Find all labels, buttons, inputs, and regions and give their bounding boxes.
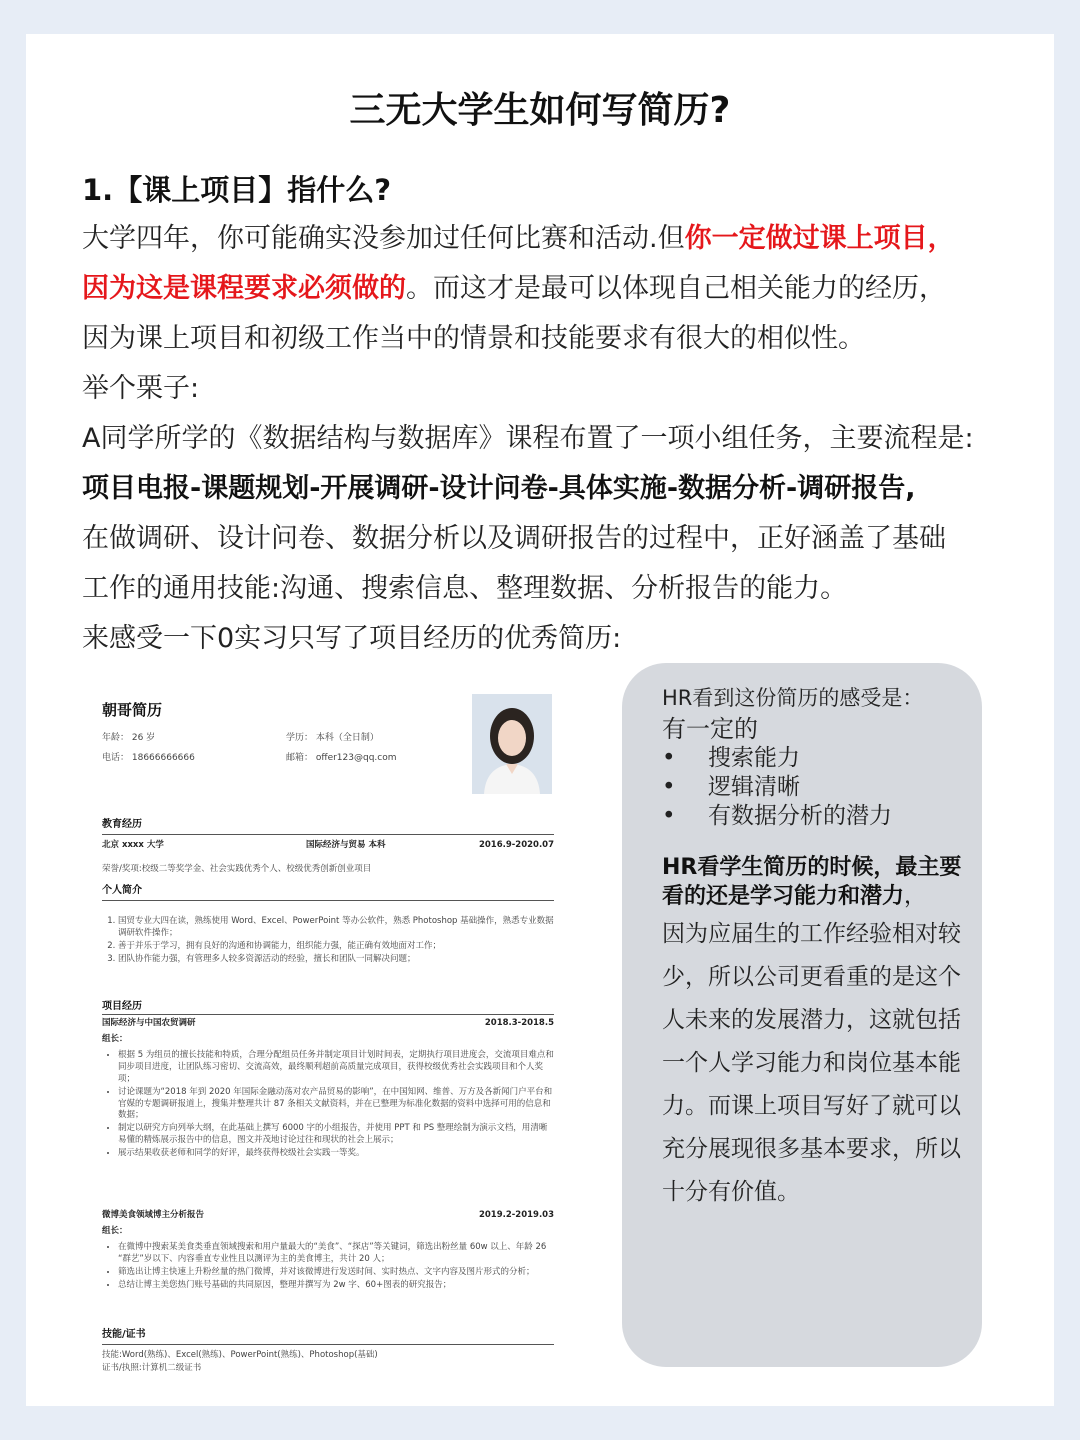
text-line: A同学所学的《数据结构与数据库》课程布置了一项小组任务，主要流程是:: [82, 423, 974, 454]
resume-phone: 电话： 18666666666: [102, 753, 195, 763]
highlight-red: 因为这是课程要求必须做的: [82, 273, 406, 304]
project-2-list: [102, 1242, 554, 1293]
project-2-role: 组长：: [102, 1226, 128, 1236]
resume-section-title: 教育经历: [102, 819, 142, 830]
text-line: 来感受一下0实习只写了项目经历的优秀简历:: [82, 623, 622, 654]
text-line: 因为这是课程要求必须做的。而这才是最可以体现自己相关能力的经历，: [82, 273, 946, 304]
portrait-icon: [472, 694, 552, 794]
edu-major: 国际经济与贸易 本科: [306, 840, 386, 850]
edu-row: [102, 840, 554, 852]
edu-school: 北京 xxxx 大学: [102, 840, 164, 850]
project-2-header: [102, 1210, 554, 1222]
project-2-date: 2019.2-2019.03: [478, 1210, 554, 1220]
text-line: 工作的通用技能:沟通、搜索信息、整理数据、分析报告的能力。: [82, 573, 848, 604]
project-1-role: 组长：: [102, 1034, 128, 1044]
text-line: 在做调研、设计问卷、数据分析以及调研报告的过程中，正好涵盖了基础: [82, 523, 946, 554]
page-card: [26, 34, 1054, 1406]
project-bullet: • 展示结果收获老师和同学的好评，最终获得校级社会实践一等奖。: [118, 1148, 554, 1160]
resume-photo: [472, 694, 552, 794]
resume-section-title: 项目经历: [102, 1001, 142, 1012]
resume-email: 邮箱： offer123@qq.com: [286, 753, 397, 763]
project-1-date: 2018.3-2018.5: [484, 1018, 554, 1028]
cert-line: 证书/执照:计算机二级证书: [102, 1363, 202, 1373]
edu-date: 2016.9-2020.07: [478, 840, 554, 850]
resume-sample: [96, 688, 576, 1378]
ability-item: • 搜索能力: [662, 744, 962, 773]
project-2-name: 微博美食领域博主分析报告: [102, 1210, 205, 1220]
text-line: 举个栗子:: [82, 373, 200, 404]
hr-comment-card: [622, 663, 982, 1367]
intro-item: 2. 善于并乐于学习，拥有良好的沟通和协调能力，组织能力强，能正确有效地面对工作；: [118, 941, 554, 953]
project-1-header: [102, 1018, 554, 1030]
edu-awards: 荣誉/奖项:校级二等奖学金、社会实践优秀个人、校级优秀创新创业项目: [102, 864, 372, 874]
project-bullet: • 筛选出让博主快速上升粉丝量的热门微博，并对该微博进行发送时间、实时热点、文字内容及图片形式的分析；: [118, 1267, 554, 1279]
project-1-items: [102, 1050, 554, 1160]
page-title: 三无大学生如何写简历?: [349, 90, 731, 131]
text-line: 大学四年，你可能确实没参加过任何比赛和活动.但你一定做过课上项目，: [82, 223, 955, 254]
project-bullet: • 在微博中搜索某美食类垂直领域搜索和用户量最大的“美食”、“探店”等关键词，筛选出粉丝量 60w 以上、年龄 26 “群艺”岁以下、内容垂直专业性且以测评为主的美食博主，共计 20 人；: [118, 1242, 554, 1266]
resume-section-title: 技能/证书: [102, 1329, 146, 1340]
divider: [102, 900, 554, 901]
project-bullet: • 讨论课题为“2018 年到 2020 年国际金融动荡对农产品贸易的影响”，在中国知网、维普、万方及各新闻门户平台和官媒的专题调研报道上，搜集并整理共计 87 条相关文献资料，并在已整理为标准化数据的资料中选择可用的信息和数据；: [118, 1087, 554, 1123]
intro-list: [102, 916, 554, 967]
divider: [102, 834, 554, 835]
text-line: 因为课上项目和初级工作当中的情景和技能要求有很大的相似性。: [82, 323, 865, 354]
section-heading: 1.【课上项目】指什么?: [82, 173, 392, 207]
project-bullet: • 根据 5 为组员的擅长技能和特质，合理分配组员任务并制定项目计划时间表，定期执行项目进度会，交流项目难点和同步项目进度，让团队练习密切、交流高效，最终顺利超前高质量完成项目，获得校级优秀社会实践项目和个人奖项；: [118, 1050, 554, 1086]
divider: [102, 1014, 554, 1015]
intro-item: 3. 团队协作能力强，有管理多人较多资源活动的经验，擅长和团队一同解决问题；: [118, 954, 554, 966]
project-2-items: [102, 1242, 554, 1292]
project-bullet: • 制定以研究方向列举大纲，在此基础上撰写 6000 字的小组报告，并使用 PPT 和 PS 整理绘制为演示文档，用清晰易懂的精炼展示报告中的信息，图文并茂地讨论过往和现状的社会上展示；: [118, 1123, 554, 1147]
project-1-name: 国际经济与中国农贸调研: [102, 1018, 196, 1028]
divider: [102, 1344, 554, 1345]
card-explanation: 因为应届生的工作经验相对较少，所以公司更看重的是这个人未来的发展潜力，这就包括一个人学习能力和岗位基本能力。而课上项目写好了就可以充分展现很多基本要求，所以十分有价值。: [662, 921, 961, 1205]
project-bullet: • 总结让博主美您热门账号基础的共同原因，整理并撰写为 2w 字、60+图表的研究报告；: [118, 1280, 554, 1292]
resume-degree: 学历： 本科（全日制）: [286, 733, 379, 743]
card-heading: HR看到这份简历的感受是：: [662, 686, 924, 710]
card-key-point: HR看学生简历的时候，最主要看的还是学习能力和潜力，: [662, 855, 962, 909]
intro-items: [102, 916, 554, 966]
highlight-red: 你一定做过课上项目，: [684, 223, 955, 254]
skills-line: 技能:Word(熟练)、Excel(熟练)、PowerPoint(熟练)、Photoshop(基础): [102, 1350, 378, 1360]
resume-age: 年龄： 26 岁: [102, 733, 156, 743]
ability-item: • 逻辑清晰: [662, 773, 962, 802]
ability-item: • 有数据分析的潜力: [662, 802, 962, 831]
resume-name: 朝哥简历: [102, 701, 163, 719]
process-flow: 项目电报-课题规划-开展调研-设计问卷-具体实施-数据分析-调研报告,: [82, 473, 916, 504]
ability-list: [662, 744, 962, 831]
project-1-list: [102, 1050, 554, 1161]
resume-section-title: 个人简介: [102, 885, 142, 896]
card-subheading: 有一定的: [662, 715, 758, 743]
intro-item: 1. 国贸专业大四在读，熟练使用 Word、Excel、PowerPoint 等办公软件，熟悉 Photoshop 基础操作，熟悉专业数据调研软件操作；: [118, 916, 554, 940]
main-paragraph: [82, 214, 1042, 664]
